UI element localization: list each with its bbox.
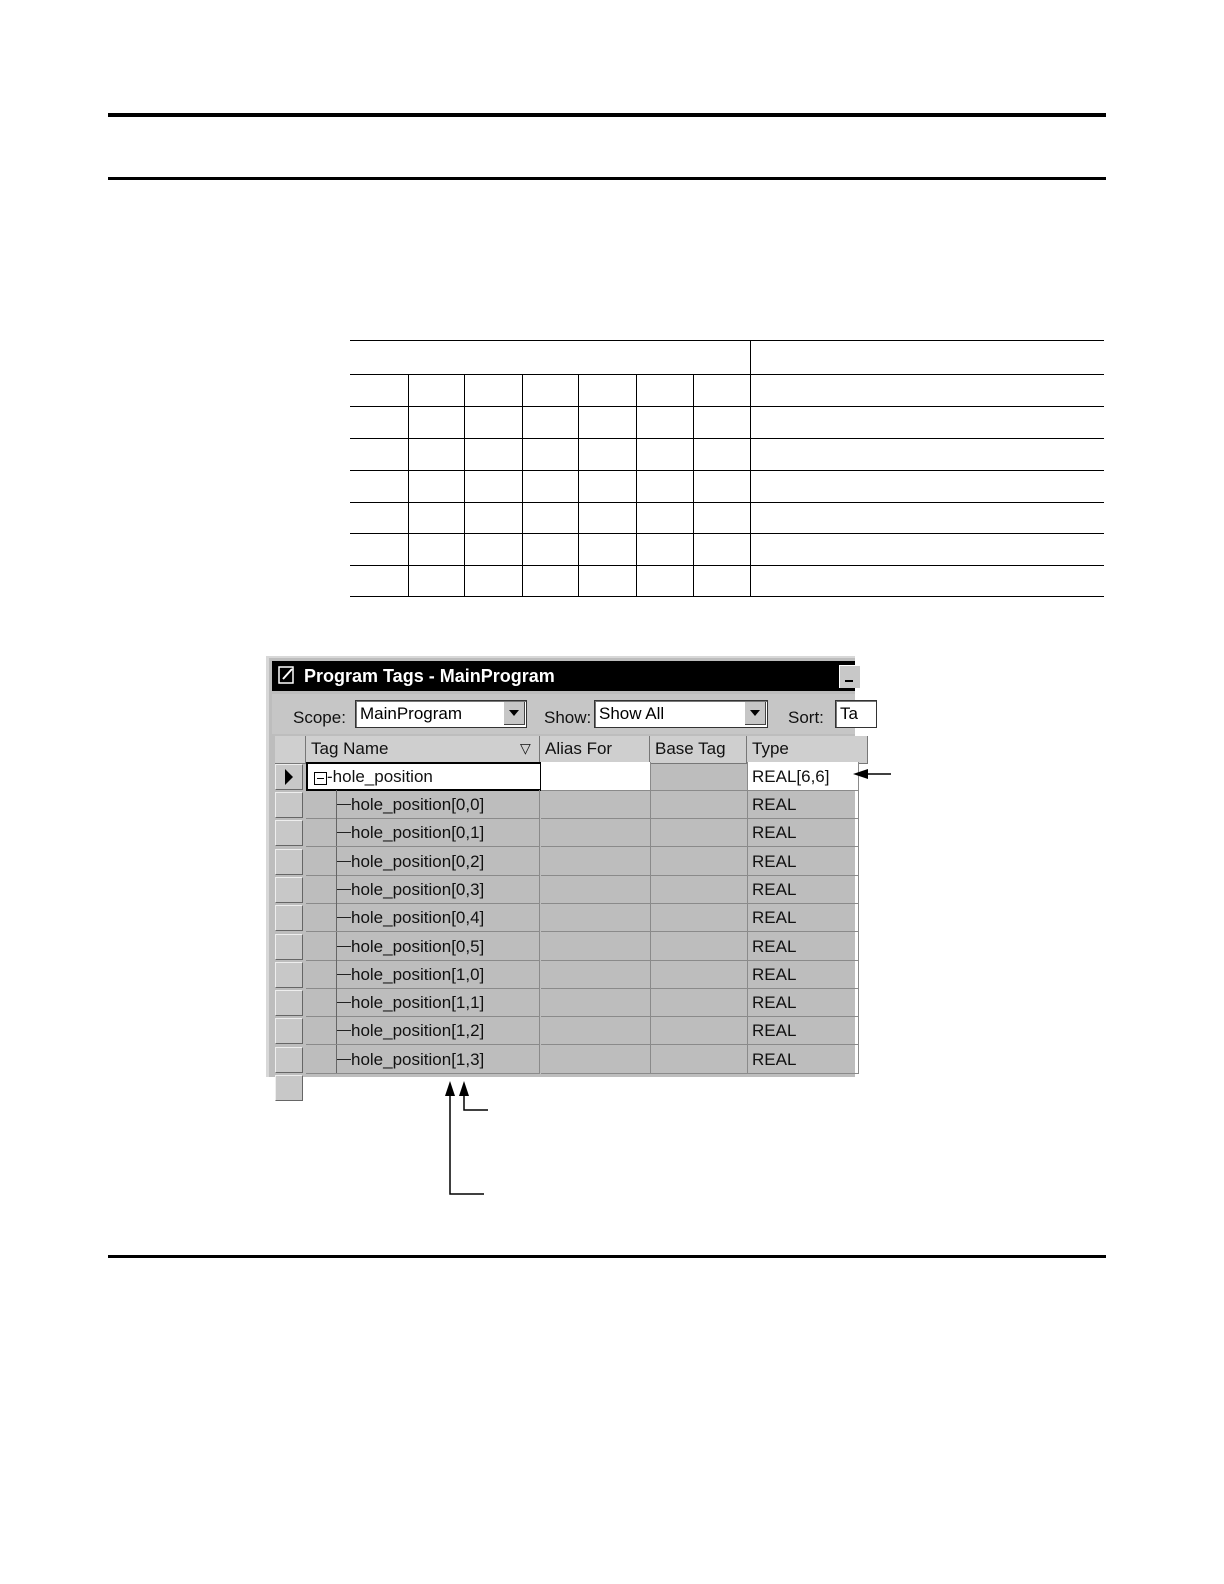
tag-name-value: hole_position[0,5]	[351, 936, 485, 956]
tag-name-value: hole_position[0,2]	[351, 851, 485, 871]
type-value: REAL	[752, 936, 797, 956]
tag-name-value: hole_position[0,1]	[351, 823, 485, 843]
callout-arrow-subscript-2	[459, 1081, 488, 1110]
tag-name-value: hole_position[1,0]	[351, 964, 485, 984]
type-value: REAL	[752, 851, 797, 871]
type-value: REAL	[752, 908, 797, 928]
column-header-label: Alias For	[545, 739, 613, 758]
tag-name-value: hole_position[0,0]	[351, 795, 485, 814]
sort-label: Sort:	[788, 708, 824, 727]
show-label: Show:	[544, 708, 592, 727]
type-value: REAL	[752, 964, 797, 984]
type-value: REAL[6,6]	[752, 767, 830, 786]
tag-name-value: hole_position[1,2]	[351, 1021, 485, 1041]
tag-name-value: hole_position[1,3]	[351, 1049, 485, 1069]
column-header-label: Tag Name	[311, 739, 389, 758]
callout-arrow-right	[853, 769, 891, 779]
type-value: REAL	[752, 879, 797, 899]
type-value: REAL	[752, 1049, 797, 1069]
column-header-label: Type	[752, 739, 789, 758]
tag-name-value: hole_position[1,1]	[351, 993, 485, 1013]
column-header-label: Base Tag	[655, 739, 726, 758]
tag-name-value: hole_position[0,3]	[351, 879, 485, 899]
sort-value: Ta	[840, 704, 858, 723]
type-value: REAL	[752, 823, 797, 843]
type-value: REAL	[752, 795, 797, 814]
scope-label: Scope:	[293, 708, 346, 727]
window-title: Program Tags - MainProgram	[304, 666, 555, 686]
type-value: REAL	[752, 993, 797, 1013]
show-value: Show All	[599, 704, 665, 723]
tag-name-value: hole_position[0,4]	[351, 908, 485, 928]
sort-arrow-icon: ▽	[520, 740, 531, 756]
scope-value: MainProgram	[360, 704, 463, 723]
tag-name-value: -hole_position	[327, 767, 433, 786]
type-value: REAL	[752, 1021, 797, 1041]
